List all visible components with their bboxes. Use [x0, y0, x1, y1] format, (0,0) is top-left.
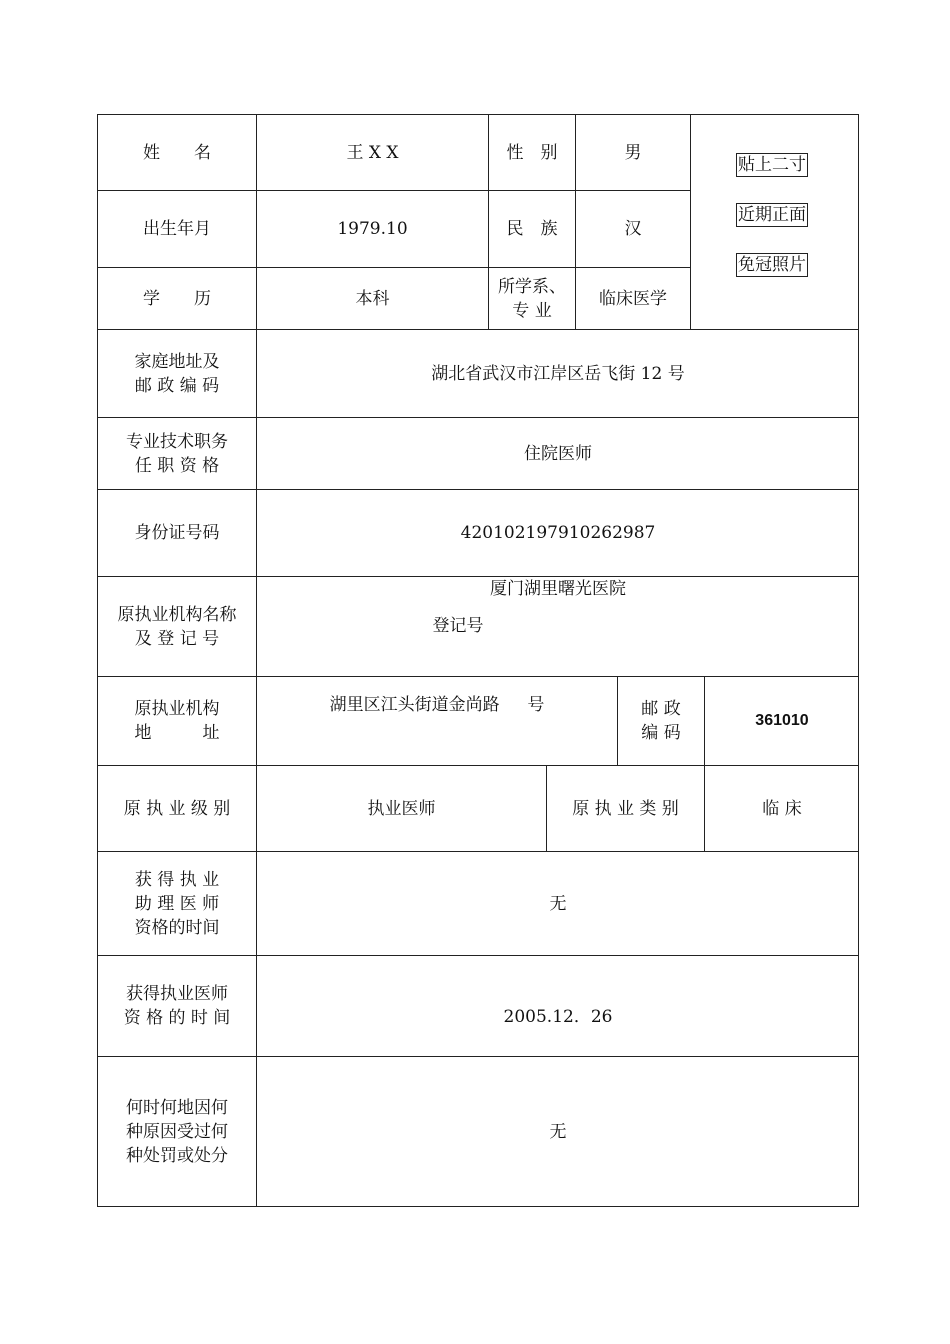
- education-value[interactable]: 本科: [355, 288, 390, 309]
- address-label: [98, 330, 256, 417]
- org-address-label: [98, 677, 256, 765]
- postal-label-line-2: 编 码: [641, 723, 681, 743]
- assistant-qualification-label: [98, 852, 256, 955]
- org-label-line-1: 原执业机构名称: [117, 604, 237, 625]
- title-value[interactable]: 住院医师: [524, 443, 592, 464]
- title-label-line-1: 专业技术职务: [126, 431, 228, 452]
- org-label: [98, 577, 256, 676]
- birth-label: 出生年月: [143, 219, 211, 239]
- name-label: 姓 名: [143, 142, 211, 163]
- name-value[interactable]: 王 X X: [346, 142, 399, 163]
- penalty-label-line-3: 种处罚或处分: [126, 1146, 228, 1166]
- row-divider: [98, 955, 859, 956]
- postal-label: [618, 677, 704, 765]
- physician-label-line-2: 资 格 的 时 间: [123, 1008, 231, 1028]
- gender-value[interactable]: 男: [624, 142, 642, 163]
- physician-label-line-1: 获得执业医师: [126, 984, 228, 1004]
- level-label: 原 执 业 级 别: [123, 798, 231, 819]
- id-label: 身份证号码: [134, 523, 220, 543]
- major-label-line-1: 所学系、: [498, 276, 566, 297]
- level-value[interactable]: 执业医师: [367, 798, 436, 819]
- photo-line-1: 贴上二寸: [738, 155, 806, 175]
- penalty-label: [98, 1057, 256, 1207]
- address-label-line-2: 邮 政 编 码: [134, 375, 220, 396]
- postal-value[interactable]: 361010: [755, 712, 809, 729]
- education-label: 学 历: [143, 288, 211, 309]
- org-address-label-line-2: 地 址: [134, 723, 220, 743]
- org-address-value[interactable]: 湖里区江头街道金尚路 号: [329, 695, 545, 715]
- penalty-label-line-1: 何时何地因何: [126, 1098, 228, 1118]
- penalty-label-line-2: 种原因受过何: [126, 1122, 228, 1142]
- postal-label-line-1: 邮 政: [641, 699, 681, 719]
- major-value[interactable]: 临床医学: [599, 288, 667, 309]
- assistant-label-line-2: 助 理 医 师: [134, 893, 220, 914]
- gender-label: 性 别: [506, 142, 558, 163]
- org-address-label-line-1: 原执业机构: [134, 699, 220, 719]
- registration-form: [97, 114, 859, 1207]
- category-label: 原 执 业 类 别: [572, 798, 679, 819]
- ethnicity-label: 民 族: [506, 219, 558, 239]
- photo-line-2: 近期正面: [738, 205, 806, 225]
- physician-qualification-label: [98, 981, 256, 1031]
- address-value[interactable]: 湖北省武汉市江岸区岳飞街 12 号: [431, 363, 685, 384]
- birth-value[interactable]: 1979.10: [337, 219, 408, 239]
- major-label: [489, 268, 575, 329]
- photo-placeholder: [691, 115, 859, 329]
- id-value[interactable]: 420102197910262987: [460, 523, 656, 543]
- title-label: [98, 418, 256, 489]
- assistant-label-line-1: 获 得 执 业: [134, 869, 220, 890]
- assistant-qualification-value[interactable]: 无: [549, 893, 567, 914]
- title-label-line-2: 任 职 资 格: [134, 455, 220, 476]
- assistant-label-line-3: 资格的时间: [134, 917, 220, 938]
- address-label-line-1: 家庭地址及: [134, 351, 220, 372]
- org-reg-label: 登记号: [432, 616, 484, 636]
- major-label-line-2: 专 业: [512, 300, 552, 321]
- org-label-line-2: 及 登 记 号: [134, 628, 220, 649]
- physician-qualification-value[interactable]: 2005.12．26: [503, 1007, 613, 1027]
- photo-line-3: 免冠照片: [738, 255, 806, 275]
- penalty-value[interactable]: 无: [549, 1122, 567, 1142]
- org-name[interactable]: 厦门湖里曙光医院: [490, 579, 626, 599]
- category-value[interactable]: 临 床: [762, 798, 802, 819]
- ethnicity-value[interactable]: 汉: [624, 219, 642, 239]
